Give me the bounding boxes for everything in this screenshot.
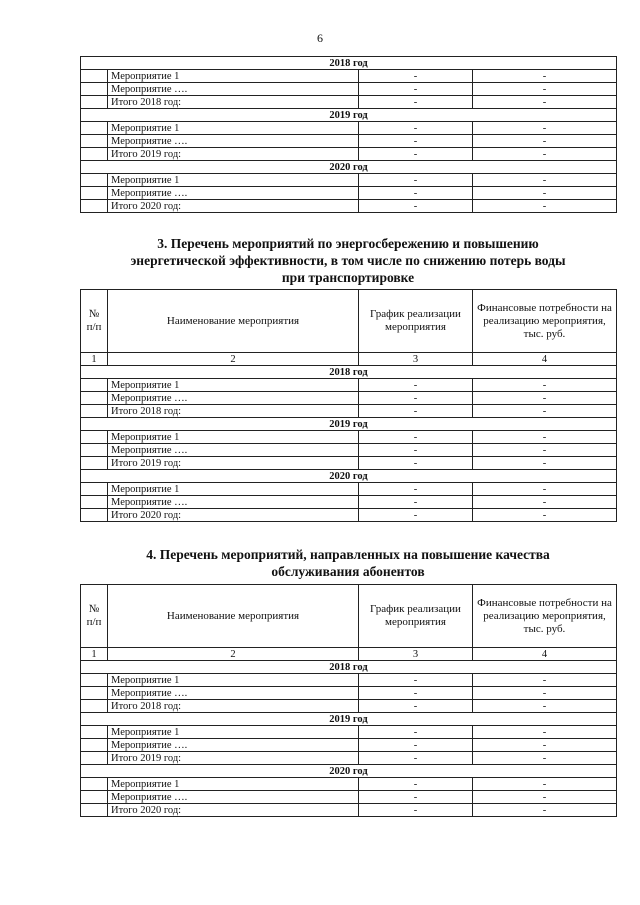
finance-cell: - bbox=[473, 135, 617, 148]
table-header-row bbox=[81, 290, 617, 353]
column-number: 1 bbox=[81, 648, 108, 661]
column-number-row bbox=[81, 353, 617, 366]
table-row bbox=[81, 778, 617, 791]
column-number: 2 bbox=[108, 648, 359, 661]
finance-cell: - bbox=[473, 752, 617, 765]
table-row bbox=[81, 791, 617, 804]
header-schedule: График реализации мероприятия bbox=[359, 290, 473, 353]
page-number: 6 bbox=[317, 31, 323, 45]
total-row bbox=[81, 405, 617, 418]
finance-cell: - bbox=[473, 200, 617, 213]
schedule-cell: - bbox=[359, 726, 473, 739]
event-name: Мероприятие 1 bbox=[108, 379, 359, 392]
event-name: Мероприятие 1 bbox=[108, 483, 359, 496]
year-row bbox=[81, 109, 617, 122]
column-number: 1 bbox=[81, 353, 108, 366]
schedule-cell: - bbox=[359, 674, 473, 687]
finance-cell: - bbox=[473, 674, 617, 687]
finance-cell: - bbox=[473, 405, 617, 418]
total-label: Итого 2019 год: bbox=[108, 457, 359, 470]
column-number: 3 bbox=[359, 353, 473, 366]
schedule-cell: - bbox=[359, 483, 473, 496]
events-table-continued bbox=[80, 56, 617, 213]
finance-cell: - bbox=[473, 791, 617, 804]
event-name: Мероприятие 1 bbox=[108, 726, 359, 739]
year-label: 2020 год bbox=[81, 470, 617, 483]
year-row bbox=[81, 765, 617, 778]
header-name: Наименование мероприятия bbox=[108, 290, 359, 353]
total-label: Итого 2018 год: bbox=[108, 700, 359, 713]
table-row bbox=[81, 496, 617, 509]
table-row bbox=[81, 726, 617, 739]
total-label: Итого 2019 год: bbox=[108, 752, 359, 765]
column-number-row bbox=[81, 648, 617, 661]
schedule-cell: - bbox=[359, 778, 473, 791]
schedule-cell: - bbox=[359, 700, 473, 713]
header-finance: Финансовые потребности на реализацию мероприятия, тыс. руб. bbox=[473, 585, 617, 648]
total-label: Итого 2020 год: bbox=[108, 804, 359, 817]
year-label: 2019 год bbox=[81, 713, 617, 726]
table-row bbox=[81, 379, 617, 392]
table-header-row bbox=[81, 585, 617, 648]
finance-cell: - bbox=[473, 379, 617, 392]
event-name: Мероприятие …. bbox=[108, 739, 359, 752]
schedule-cell: - bbox=[359, 392, 473, 405]
total-row bbox=[81, 200, 617, 213]
schedule-cell: - bbox=[359, 739, 473, 752]
finance-cell: - bbox=[473, 804, 617, 817]
schedule-cell: - bbox=[359, 431, 473, 444]
event-name: Мероприятие 1 bbox=[108, 778, 359, 791]
table-row bbox=[81, 483, 617, 496]
schedule-cell: - bbox=[359, 96, 473, 109]
year-label: 2018 год bbox=[81, 57, 617, 70]
section-3-heading-line: 3. Перечень мероприятий по энергосбережению и повышению bbox=[157, 236, 539, 251]
section-3-heading bbox=[80, 235, 616, 286]
finance-cell: - bbox=[473, 83, 617, 96]
event-name: Мероприятие …. bbox=[108, 444, 359, 457]
schedule-cell: - bbox=[359, 687, 473, 700]
finance-cell: - bbox=[473, 778, 617, 791]
finance-cell: - bbox=[473, 496, 617, 509]
table-row bbox=[81, 392, 617, 405]
total-row bbox=[81, 457, 617, 470]
finance-cell: - bbox=[473, 70, 617, 83]
event-name: Мероприятие 1 bbox=[108, 70, 359, 83]
column-number: 4 bbox=[473, 353, 617, 366]
table-row bbox=[81, 122, 617, 135]
event-name: Мероприятие 1 bbox=[108, 674, 359, 687]
table-row bbox=[81, 739, 617, 752]
total-label: Итого 2020 год: bbox=[108, 200, 359, 213]
table-row bbox=[81, 174, 617, 187]
total-row bbox=[81, 96, 617, 109]
schedule-cell: - bbox=[359, 791, 473, 804]
schedule-cell: - bbox=[359, 148, 473, 161]
year-row bbox=[81, 161, 617, 174]
column-number: 4 bbox=[473, 648, 617, 661]
section-4-heading-line: 4. Перечень мероприятий, направленных на повышение качества bbox=[146, 547, 550, 562]
year-label: 2018 год bbox=[81, 661, 617, 674]
year-row bbox=[81, 661, 617, 674]
section-4-table bbox=[80, 584, 617, 817]
event-name: Мероприятие 1 bbox=[108, 122, 359, 135]
total-row bbox=[81, 752, 617, 765]
schedule-cell: - bbox=[359, 174, 473, 187]
header-schedule: График реализации мероприятия bbox=[359, 585, 473, 648]
year-label: 2020 год bbox=[81, 161, 617, 174]
schedule-cell: - bbox=[359, 122, 473, 135]
table-row bbox=[81, 687, 617, 700]
section-4-heading bbox=[80, 546, 616, 580]
finance-cell: - bbox=[473, 392, 617, 405]
event-name: Мероприятие …. bbox=[108, 392, 359, 405]
schedule-cell: - bbox=[359, 379, 473, 392]
schedule-cell: - bbox=[359, 405, 473, 418]
column-number: 2 bbox=[108, 353, 359, 366]
total-label: Итого 2018 год: bbox=[108, 96, 359, 109]
header-number: № п/п bbox=[81, 585, 108, 648]
schedule-cell: - bbox=[359, 70, 473, 83]
year-label: 2020 год bbox=[81, 765, 617, 778]
finance-cell: - bbox=[473, 187, 617, 200]
total-row bbox=[81, 148, 617, 161]
event-name: Мероприятие …. bbox=[108, 791, 359, 804]
header-number: № п/п bbox=[81, 290, 108, 353]
total-row bbox=[81, 509, 617, 522]
header-finance: Финансовые потребности на реализацию мероприятия, тыс. руб. bbox=[473, 290, 617, 353]
year-row bbox=[81, 713, 617, 726]
schedule-cell: - bbox=[359, 444, 473, 457]
year-row bbox=[81, 470, 617, 483]
finance-cell: - bbox=[473, 483, 617, 496]
schedule-cell: - bbox=[359, 83, 473, 96]
schedule-cell: - bbox=[359, 457, 473, 470]
total-row bbox=[81, 804, 617, 817]
event-name: Мероприятие …. bbox=[108, 83, 359, 96]
table-row bbox=[81, 135, 617, 148]
finance-cell: - bbox=[473, 431, 617, 444]
finance-cell: - bbox=[473, 444, 617, 457]
finance-cell: - bbox=[473, 739, 617, 752]
column-number: 3 bbox=[359, 648, 473, 661]
year-row bbox=[81, 418, 617, 431]
section-4-heading-line: обслуживания абонентов bbox=[271, 564, 425, 579]
finance-cell: - bbox=[473, 726, 617, 739]
header-name: Наименование мероприятия bbox=[108, 585, 359, 648]
total-row bbox=[81, 700, 617, 713]
table-row bbox=[81, 674, 617, 687]
table-row bbox=[81, 431, 617, 444]
schedule-cell: - bbox=[359, 496, 473, 509]
event-name: Мероприятие …. bbox=[108, 687, 359, 700]
finance-cell: - bbox=[473, 700, 617, 713]
table-row bbox=[81, 83, 617, 96]
schedule-cell: - bbox=[359, 509, 473, 522]
section-3-heading-line: энергетической эффективности, в том числе по снижению потерь воды bbox=[130, 253, 566, 268]
year-label: 2019 год bbox=[81, 109, 617, 122]
section-3-heading-line: при транспортировке bbox=[281, 270, 415, 285]
schedule-cell: - bbox=[359, 752, 473, 765]
event-name: Мероприятие 1 bbox=[108, 174, 359, 187]
finance-cell: - bbox=[473, 96, 617, 109]
event-name: Мероприятие …. bbox=[108, 187, 359, 200]
year-label: 2018 год bbox=[81, 366, 617, 379]
schedule-cell: - bbox=[359, 804, 473, 817]
finance-cell: - bbox=[473, 148, 617, 161]
table-row bbox=[81, 70, 617, 83]
total-label: Итого 2018 год: bbox=[108, 405, 359, 418]
finance-cell: - bbox=[473, 457, 617, 470]
finance-cell: - bbox=[473, 174, 617, 187]
event-name: Мероприятие …. bbox=[108, 496, 359, 509]
finance-cell: - bbox=[473, 687, 617, 700]
event-name: Мероприятие 1 bbox=[108, 431, 359, 444]
table-row bbox=[81, 444, 617, 457]
year-label: 2019 год bbox=[81, 418, 617, 431]
year-row bbox=[81, 57, 617, 70]
event-name: Мероприятие …. bbox=[108, 135, 359, 148]
finance-cell: - bbox=[473, 122, 617, 135]
total-label: Итого 2020 год: bbox=[108, 509, 359, 522]
schedule-cell: - bbox=[359, 187, 473, 200]
year-row bbox=[81, 366, 617, 379]
schedule-cell: - bbox=[359, 200, 473, 213]
finance-cell: - bbox=[473, 509, 617, 522]
section-3-table bbox=[80, 289, 617, 522]
total-label: Итого 2019 год: bbox=[108, 148, 359, 161]
schedule-cell: - bbox=[359, 135, 473, 148]
table-row bbox=[81, 187, 617, 200]
